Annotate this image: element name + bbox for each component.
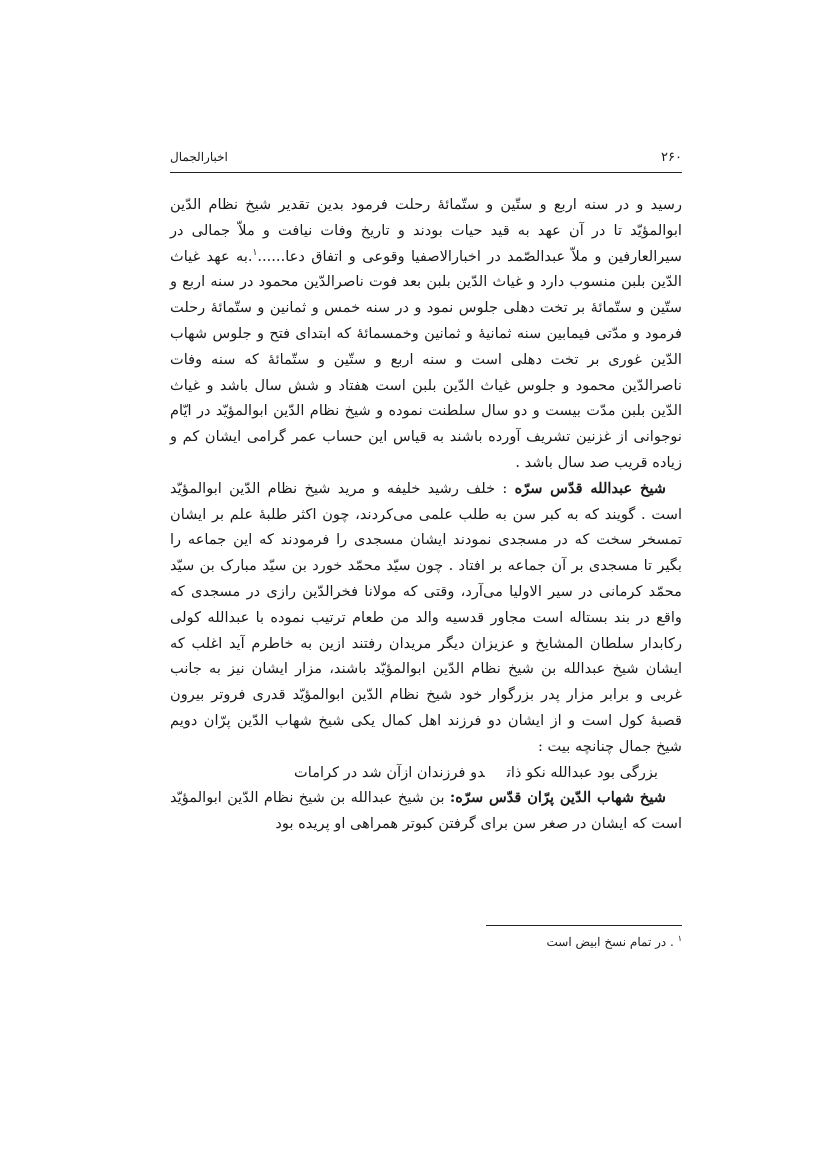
paragraph-2-text: : خلف رشید خلیفه و مرید شیخ نظام الدّین ابوالمؤیّد است . گویند که به کبر سن به طلب علمی می‌کردند، چون اکثر طلبهٔ علم بر ایشان تمسخر سخت که در مسجدی نمودند ایشان مسجدی را فرمودند که این جماعه را بگیر تا مسجدی بر آن جماعه بر افتاد . چون سیّد محمّد خورد بن سیّد مبارک بن سیّد محمّد کرمانی در سیر الاولیا می‌آرد، وقتی که مولانا فخرالدّین رازی در مسجدی که واقع در بند بستاله است مجاور قدسیه والد من طعام ترتیب نموده با عبدالله کولی رکابدار سلطان المشایخ و عزیزان دیگر مریدان رفتند ازین به خاطرم آید اغلب که ایشان شیخ عبدالله بن شیخ نظام الدّین ابوالمؤیّد باشند، مزار ایشان نیز به جانب غربی و برابر مزار پدر بزرگوار خود شیخ نظام الدّین ابوالمؤیّد قدری فروتر بیرون قصبهٔ کول است و از ایشان دو فرزند اهل کمال یکی شیخ شهاب الدّین پرّان دویم شیخ جمال چنانچه بیت : [170, 479, 682, 755]
paragraph-3-text: بن شیخ عبدالله بن شیخ نظام الدّین ابوالمؤیّد است که ایشان در صغر سن برای گرفتن کبوتر همراهی او پریده بود [170, 789, 682, 833]
verse [170, 760, 682, 786]
footnote [170, 933, 682, 951]
paragraph-2 [170, 476, 682, 760]
running-title: اخبارالجمال [170, 150, 228, 164]
paragraph-3-heading: شیخ شهاب الدّین پرّان قدّس سرّه: [449, 789, 666, 807]
paragraph-3 [170, 785, 682, 837]
footnote-text: . در تمام نسخ ابیض است [546, 935, 674, 949]
paragraph-1 [170, 192, 682, 476]
footnote-number: ۱ [677, 934, 682, 943]
footnote-divider [486, 925, 682, 926]
paragraph-1-text-b: .به عهد غیاث الدّین بلبن منسوب دارد و غیاث الدّین بلبن بعد فوت ناصرالدّین محمود در سنه اربع و ستّین و ستّمائهٔ بر تخت دهلی جلوس نمود و در سنه خمس و ثمانین و ستّمائهٔ رحلت فرمود و مدّتی فیمابین سنه ثمانیهٔ و ثمانین وخمسمائهٔ که ابتدای فتح و جلوس شهاب الدّین غوری بر تخت دهلی است و سنه اربع و ستّین و ستّمائهٔ که سنه وفات ناصرالدّین محمود و جلوس غیاث الدّین بلبن است هفتاد و شش سال باشد و غیاث الدّین بلبن مدّت بیست و دو سال سلطنت نموده و شیخ نظام الدّین ابوالمؤیّد در ایّام نوجوانی از غزنین تشریف آورده باشند به قیاس این حساب عمر گرامی ایشان کم و زیاده قریب صد سال باشد . [170, 247, 682, 471]
body-text [170, 192, 682, 837]
footnote-reference: ۱ [252, 247, 258, 258]
page-header [170, 146, 682, 173]
page-number: ۲۶۰ [661, 150, 682, 165]
verse-hemistich-1: بزرگی بود عبدالله نکو ذات [506, 763, 658, 781]
paragraph-1-text-a: رسید و در سنه اربع و ستّین و ستّمائهٔ رحلت فرمود بدین تقدیر شیخ نظام الدّین ابوالمؤیّد تا در آن عهد به قید حیات بودند و تاریخ وفات نیافت و ملاّ جمالی در سیرالعارفین و ملاّ عبدالصّمد در اخبارالاصفیا وقوعی و اتفاق دعا...... [170, 196, 682, 265]
verse-hemistich-2: دو فرزندان ازآن شد در کرامات [294, 763, 485, 781]
paragraph-2-heading: شیخ عبدالله قدّس سرّه [514, 479, 666, 497]
